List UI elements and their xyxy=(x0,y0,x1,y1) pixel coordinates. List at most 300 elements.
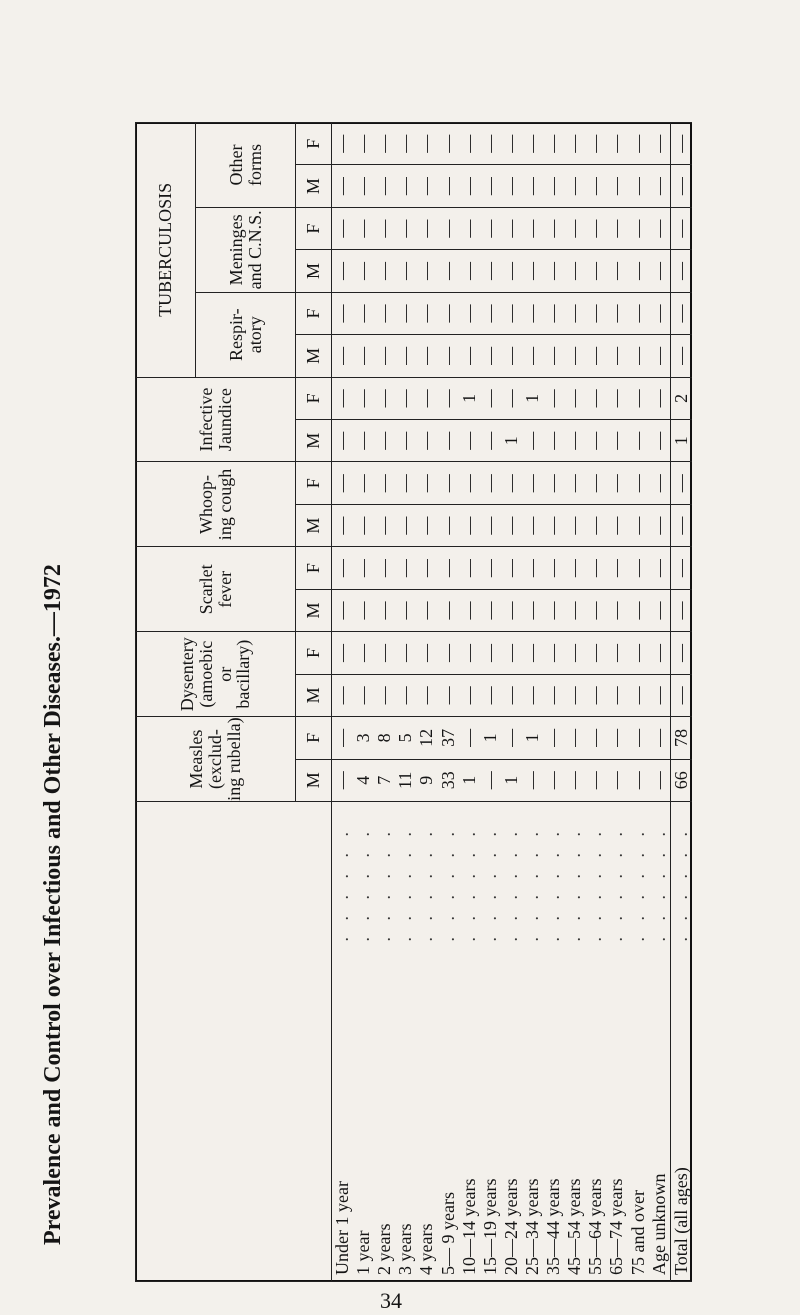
cell-value: — xyxy=(438,377,459,419)
cell-value: — xyxy=(480,207,501,249)
table-row xyxy=(543,123,564,1282)
cell-value: — xyxy=(438,250,459,292)
cell-value: — xyxy=(395,632,416,674)
cell-value: — xyxy=(416,462,437,504)
age-label: 10—14 years xyxy=(459,942,480,1282)
cell-value: 5 xyxy=(395,717,416,759)
cell-value: — xyxy=(585,207,606,249)
cell-value: — xyxy=(459,292,480,334)
cell-value: — xyxy=(353,547,374,589)
cell-value: — xyxy=(670,123,692,165)
cell-value: — xyxy=(606,207,627,249)
cell-value: — xyxy=(564,123,585,165)
cell-value: — xyxy=(480,504,501,546)
cell-value: — xyxy=(564,717,585,759)
cell-value: — xyxy=(438,165,459,207)
cell-value: — xyxy=(395,335,416,377)
cell-value: 2 xyxy=(670,377,692,419)
cell-value: — xyxy=(459,420,480,462)
cell-value: — xyxy=(628,420,649,462)
cell-value: — xyxy=(628,462,649,504)
table-row xyxy=(416,123,437,1282)
table-row xyxy=(501,123,522,1282)
cell-value: — xyxy=(480,674,501,716)
cell-value: — xyxy=(501,165,522,207)
cell-value: 78 xyxy=(670,717,692,759)
cell-value: — xyxy=(395,123,416,165)
cell-value: — xyxy=(374,632,395,674)
cell-value: — xyxy=(480,547,501,589)
age-label: 15—19 years xyxy=(480,942,501,1282)
cell-value: — xyxy=(585,377,606,419)
header-male: M xyxy=(296,420,332,462)
cell-value: — xyxy=(649,420,671,462)
cell-value: — xyxy=(374,547,395,589)
cell-value: — xyxy=(522,250,543,292)
leader-dots: . . . . . . xyxy=(374,802,395,942)
cell-value: — xyxy=(353,207,374,249)
cell-value: — xyxy=(606,335,627,377)
header-female: F xyxy=(296,632,332,674)
cell-value: — xyxy=(459,165,480,207)
cell-value: — xyxy=(416,250,437,292)
cell-value: — xyxy=(543,292,564,334)
cell-value: — xyxy=(606,292,627,334)
cell-value: — xyxy=(522,547,543,589)
cell-value: — xyxy=(416,589,437,631)
cell-value: — xyxy=(374,420,395,462)
cell-value: — xyxy=(628,207,649,249)
cell-value: — xyxy=(332,717,354,759)
cell-value: — xyxy=(585,420,606,462)
table-row xyxy=(374,123,395,1282)
page-number: 34 xyxy=(380,1288,402,1313)
table-row xyxy=(438,123,459,1282)
cell-value: — xyxy=(606,717,627,759)
cell-value: — xyxy=(395,504,416,546)
cell-value: — xyxy=(438,462,459,504)
cell-value: — xyxy=(353,462,374,504)
header-female: F xyxy=(296,377,332,419)
cell-value: — xyxy=(628,165,649,207)
cell-value: — xyxy=(564,462,585,504)
cell-value: — xyxy=(438,292,459,334)
cell-value: — xyxy=(628,589,649,631)
cell-value: — xyxy=(564,420,585,462)
leader-dots: . . . . . . xyxy=(395,802,416,942)
cell-value: — xyxy=(438,335,459,377)
cell-value: — xyxy=(459,674,480,716)
cell-value: — xyxy=(564,250,585,292)
cell-value: — xyxy=(459,717,480,759)
cell-value: — xyxy=(670,462,692,504)
cell-value: — xyxy=(332,462,354,504)
header-male: M xyxy=(296,589,332,631)
cell-value: — xyxy=(670,504,692,546)
header-female: F xyxy=(296,462,332,504)
cell-value: — xyxy=(628,547,649,589)
cell-value: — xyxy=(438,632,459,674)
header-female: F xyxy=(296,123,332,165)
cell-value: — xyxy=(522,420,543,462)
leader-dots: . . . . . . xyxy=(438,802,459,942)
header-measles: Measles (exclud- ing rubella) xyxy=(136,717,296,802)
cell-value: — xyxy=(649,462,671,504)
cell-value: — xyxy=(480,335,501,377)
total-row xyxy=(670,123,692,1282)
cell-value: — xyxy=(332,632,354,674)
header-female: F xyxy=(296,292,332,334)
cell-value: — xyxy=(374,674,395,716)
cell-value: 1 xyxy=(522,377,543,419)
cell-value: — xyxy=(585,759,606,801)
cell-value: — xyxy=(395,165,416,207)
cell-value: — xyxy=(522,632,543,674)
cell-value: — xyxy=(606,165,627,207)
header-respiratory: Respir- atory xyxy=(196,292,296,377)
cell-value: — xyxy=(332,759,354,801)
cell-value: — xyxy=(501,717,522,759)
cell-value: 1 xyxy=(501,759,522,801)
cell-value: — xyxy=(332,420,354,462)
cell-value: — xyxy=(585,589,606,631)
cell-value: — xyxy=(332,250,354,292)
age-label: 1 year xyxy=(353,942,374,1282)
cell-value: — xyxy=(438,420,459,462)
cell-value: 1 xyxy=(670,420,692,462)
cell-value: 7 xyxy=(374,759,395,801)
leader-dots: . . . . . . xyxy=(459,802,480,942)
cell-value: — xyxy=(374,589,395,631)
cell-value: — xyxy=(606,674,627,716)
cell-value: — xyxy=(543,123,564,165)
cell-value: — xyxy=(480,123,501,165)
cell-value: — xyxy=(564,674,585,716)
cell-value: — xyxy=(353,292,374,334)
cell-value: 3 xyxy=(353,717,374,759)
header-male: M xyxy=(296,335,332,377)
cell-value: — xyxy=(395,547,416,589)
cell-value: — xyxy=(543,462,564,504)
header-dysentery: Dysentery (amoebic or bacillary) xyxy=(136,632,296,717)
cell-value: — xyxy=(585,123,606,165)
cell-value: — xyxy=(522,504,543,546)
cell-value: — xyxy=(585,250,606,292)
cell-value: 8 xyxy=(374,717,395,759)
cell-value: — xyxy=(628,674,649,716)
cell-value: — xyxy=(395,207,416,249)
cell-value: — xyxy=(522,759,543,801)
cell-value: — xyxy=(606,377,627,419)
cell-value: 4 xyxy=(353,759,374,801)
cell-value: — xyxy=(353,504,374,546)
cell-value: — xyxy=(374,207,395,249)
cell-value: — xyxy=(670,207,692,249)
cell-value: — xyxy=(564,292,585,334)
cell-value: — xyxy=(606,123,627,165)
header-female: F xyxy=(296,547,332,589)
header-male: M xyxy=(296,250,332,292)
age-label: Under 1 year xyxy=(332,942,354,1282)
cell-value: — xyxy=(649,292,671,334)
cell-value: — xyxy=(501,377,522,419)
cell-value: — xyxy=(332,674,354,716)
cell-value: — xyxy=(374,377,395,419)
cell-value: — xyxy=(501,123,522,165)
age-label: Total (all ages) xyxy=(670,942,692,1282)
cell-value: — xyxy=(564,632,585,674)
age-label: 3 years xyxy=(395,942,416,1282)
cell-value: — xyxy=(501,335,522,377)
table-row xyxy=(564,123,585,1282)
cell-value: — xyxy=(395,250,416,292)
cell-value: — xyxy=(670,292,692,334)
cell-value: — xyxy=(543,420,564,462)
cell-value: — xyxy=(416,547,437,589)
age-label: 35—44 years xyxy=(543,942,564,1282)
age-label: 4 years xyxy=(416,942,437,1282)
cell-value: — xyxy=(438,207,459,249)
cell-value: — xyxy=(522,207,543,249)
cell-value: — xyxy=(480,462,501,504)
cell-value: — xyxy=(501,674,522,716)
cell-value: — xyxy=(628,123,649,165)
cell-value: — xyxy=(480,377,501,419)
cell-value: — xyxy=(564,759,585,801)
cell-value: — xyxy=(416,674,437,716)
cell-value: — xyxy=(585,717,606,759)
cell-value: — xyxy=(480,759,501,801)
cell-value: — xyxy=(353,123,374,165)
cell-value: — xyxy=(374,165,395,207)
cell-value: — xyxy=(649,674,671,716)
cell-value: — xyxy=(332,165,354,207)
cell-value: — xyxy=(374,250,395,292)
cell-value: — xyxy=(585,462,606,504)
cell-value: — xyxy=(649,250,671,292)
cell-value: — xyxy=(459,250,480,292)
cell-value: — xyxy=(606,504,627,546)
cell-value: — xyxy=(522,292,543,334)
cell-value: — xyxy=(416,123,437,165)
cell-value: — xyxy=(480,250,501,292)
cell-value: — xyxy=(374,462,395,504)
cell-value: — xyxy=(353,377,374,419)
cell-value: — xyxy=(564,377,585,419)
header-meninges: Meninges and C.N.S. xyxy=(196,207,296,292)
cell-value: — xyxy=(628,292,649,334)
header-scarlet-fever: Scarlet fever xyxy=(136,547,296,632)
leader-dots: . . . . . . xyxy=(649,802,671,942)
cell-value: — xyxy=(416,504,437,546)
cell-value: — xyxy=(543,165,564,207)
cell-value: — xyxy=(628,250,649,292)
leader-dots: . . . . . . xyxy=(585,802,606,942)
cell-value: — xyxy=(332,292,354,334)
cell-value: — xyxy=(628,377,649,419)
leader-dots: . . . . . . xyxy=(353,802,374,942)
age-label: Age unknown xyxy=(649,942,671,1282)
cell-value: 9 xyxy=(416,759,437,801)
cell-value: — xyxy=(332,335,354,377)
cell-value: — xyxy=(501,547,522,589)
cell-value: — xyxy=(332,589,354,631)
leader-dots: . . . . . . xyxy=(606,802,627,942)
cell-value: — xyxy=(606,632,627,674)
cell-value: — xyxy=(564,589,585,631)
cell-value: — xyxy=(438,504,459,546)
cell-value: — xyxy=(564,165,585,207)
cell-value: — xyxy=(543,335,564,377)
cell-value: — xyxy=(628,717,649,759)
cell-value: — xyxy=(606,589,627,631)
cell-value: — xyxy=(522,123,543,165)
cell-value: — xyxy=(628,759,649,801)
cell-value: — xyxy=(628,335,649,377)
cell-value: — xyxy=(332,547,354,589)
cell-value: — xyxy=(649,377,671,419)
header-female: F xyxy=(296,717,332,759)
cell-value: — xyxy=(628,504,649,546)
cell-value: — xyxy=(543,632,564,674)
age-label: 75 and over xyxy=(628,942,649,1282)
leader-dots: . . . . . . xyxy=(628,802,649,942)
cell-value: — xyxy=(416,632,437,674)
cell-value: — xyxy=(438,589,459,631)
cell-value: — xyxy=(670,674,692,716)
cell-value: — xyxy=(649,589,671,631)
cell-value: — xyxy=(585,504,606,546)
cell-value: — xyxy=(501,632,522,674)
cell-value: — xyxy=(374,292,395,334)
cell-value: 11 xyxy=(395,759,416,801)
cell-value: — xyxy=(353,589,374,631)
table-row xyxy=(649,123,671,1282)
cell-value: — xyxy=(395,674,416,716)
cell-value: — xyxy=(459,632,480,674)
cell-value: — xyxy=(416,377,437,419)
cell-value: — xyxy=(501,250,522,292)
cell-value: — xyxy=(585,547,606,589)
cell-value: — xyxy=(649,547,671,589)
cell-value: — xyxy=(564,335,585,377)
cell-value: 1 xyxy=(501,420,522,462)
header-male: M xyxy=(296,165,332,207)
cell-value: — xyxy=(416,165,437,207)
cell-value: — xyxy=(670,165,692,207)
cell-value: — xyxy=(606,250,627,292)
cell-value: — xyxy=(332,123,354,165)
cell-value: — xyxy=(564,504,585,546)
cell-value: — xyxy=(585,632,606,674)
cell-value: — xyxy=(480,292,501,334)
age-label: 2 years xyxy=(374,942,395,1282)
cell-value: — xyxy=(353,165,374,207)
cell-value: — xyxy=(670,335,692,377)
cell-value: — xyxy=(628,632,649,674)
cell-value: — xyxy=(416,335,437,377)
cell-value: — xyxy=(332,504,354,546)
cell-value: — xyxy=(649,207,671,249)
cell-value: — xyxy=(522,589,543,631)
cell-value: — xyxy=(353,250,374,292)
cell-value: — xyxy=(543,589,564,631)
cell-value: — xyxy=(353,632,374,674)
cell-value: — xyxy=(416,292,437,334)
cell-value: — xyxy=(459,123,480,165)
cell-value: — xyxy=(543,759,564,801)
leader-dots: . . . . . . xyxy=(543,802,564,942)
cell-value: — xyxy=(585,292,606,334)
table-row xyxy=(585,123,606,1282)
leader-dots: . . . . . . xyxy=(501,802,522,942)
cell-value: — xyxy=(649,759,671,801)
cell-value: — xyxy=(543,250,564,292)
cell-value: — xyxy=(459,547,480,589)
cell-value: — xyxy=(374,504,395,546)
cell-value: — xyxy=(649,632,671,674)
header-female: F xyxy=(296,207,332,249)
cell-value: — xyxy=(395,589,416,631)
cell-value: 1 xyxy=(459,377,480,419)
leader-dots: . . . . . . xyxy=(416,802,437,942)
table-row xyxy=(395,123,416,1282)
cell-value: — xyxy=(416,420,437,462)
header-other-forms: Other forms xyxy=(196,123,296,208)
disease-table xyxy=(135,122,692,1282)
cell-value: — xyxy=(459,589,480,631)
cell-value: — xyxy=(649,717,671,759)
header-male: M xyxy=(296,759,332,801)
cell-value: — xyxy=(480,632,501,674)
age-label: 65—74 years xyxy=(606,942,627,1282)
cell-value: — xyxy=(416,207,437,249)
cell-value: 37 xyxy=(438,717,459,759)
cell-value: — xyxy=(649,123,671,165)
cell-value: — xyxy=(332,207,354,249)
table-row xyxy=(353,123,374,1282)
cell-value: — xyxy=(670,250,692,292)
cell-value: — xyxy=(459,207,480,249)
cell-value: 1 xyxy=(522,717,543,759)
table-row xyxy=(606,123,627,1282)
leader-dots: . . . . . . xyxy=(564,802,585,942)
cell-value: — xyxy=(649,165,671,207)
disease-table-rotated xyxy=(135,122,692,1282)
cell-value: — xyxy=(395,462,416,504)
page-title: Prevalence and Control over Infectious and Other Diseases.—1972 xyxy=(40,564,66,1245)
cell-value: — xyxy=(585,335,606,377)
cell-value: — xyxy=(501,292,522,334)
cell-value: — xyxy=(501,589,522,631)
cell-value: — xyxy=(543,207,564,249)
cell-value: — xyxy=(395,292,416,334)
cell-value: — xyxy=(543,674,564,716)
cell-value: — xyxy=(438,674,459,716)
cell-value: — xyxy=(438,547,459,589)
cell-value: 1 xyxy=(480,717,501,759)
cell-value: — xyxy=(332,377,354,419)
cell-value: 66 xyxy=(670,759,692,801)
cell-value: — xyxy=(564,547,585,589)
header-male: M xyxy=(296,674,332,716)
cell-value: — xyxy=(649,335,671,377)
cell-value: — xyxy=(353,420,374,462)
cell-value: — xyxy=(459,504,480,546)
age-header xyxy=(136,802,332,1282)
cell-value: — xyxy=(374,123,395,165)
cell-value: — xyxy=(480,165,501,207)
